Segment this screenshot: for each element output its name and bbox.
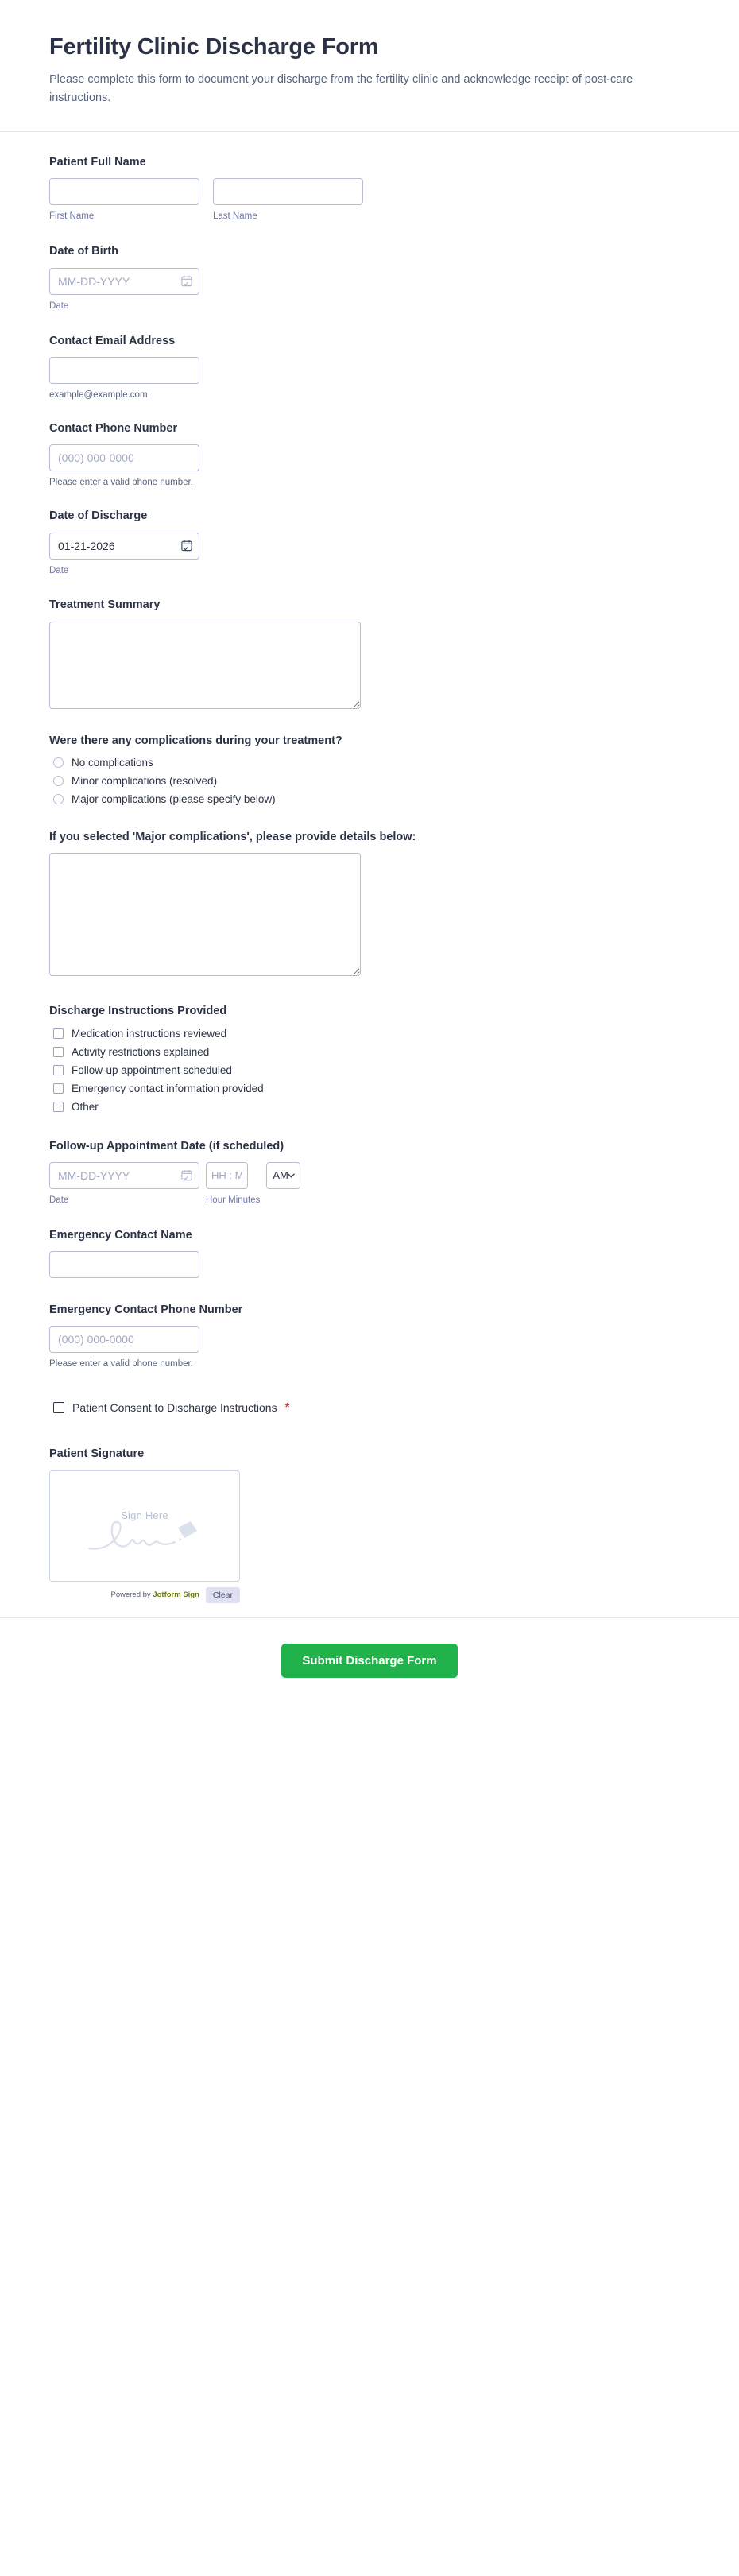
checkbox-icon[interactable]: [53, 1047, 64, 1057]
field-complication-details: [49, 829, 690, 976]
label-emergency-contact-phone: Emergency Contact Phone Number: [49, 1303, 243, 1317]
label-contact-email: Contact Email Address: [49, 334, 176, 347]
label-contact-phone: Contact Phone Number: [49, 421, 178, 435]
dob-date-wrap: [49, 268, 199, 295]
field-followup-appointment: [49, 1138, 690, 1207]
date-of-birth-input[interactable]: [49, 268, 199, 295]
consent-checkbox-row[interactable]: [49, 1400, 690, 1414]
complication-details-textarea[interactable]: [49, 853, 361, 976]
checkbox-icon[interactable]: [53, 1083, 64, 1094]
field-complications: [49, 733, 690, 805]
followup-date-wrap: [49, 1162, 199, 1189]
last-name-input[interactable]: [213, 178, 363, 205]
field-emergency-contact-phone: [49, 1302, 690, 1369]
submit-button[interactable]: Submit Discharge Form: [281, 1644, 457, 1678]
field-patient-consent: [49, 1400, 690, 1414]
field-patient-signature: [49, 1446, 690, 1602]
followup-time-input[interactable]: [206, 1162, 248, 1189]
checkbox-icon[interactable]: [53, 1028, 64, 1039]
checkbox-label: Medication instructions reviewed: [72, 1027, 227, 1040]
checkbox-label: Follow-up appointment scheduled: [72, 1063, 232, 1076]
checkbox-option-activity-restrictions[interactable]: [49, 1046, 690, 1058]
field-emergency-contact-name: [49, 1227, 690, 1278]
first-name-group: [49, 178, 199, 223]
radio-label: No complications: [72, 757, 153, 769]
date-of-discharge-input[interactable]: [49, 533, 199, 560]
signature-scribble-icon: [84, 1517, 205, 1553]
radio-icon[interactable]: [53, 794, 64, 804]
label-patient-full-name: Patient Full Name: [49, 156, 146, 169]
page-title: Fertility Clinic Discharge Form: [49, 34, 379, 60]
followup-date-input[interactable]: [49, 1162, 199, 1189]
emergency-contact-phone-input[interactable]: [49, 1326, 199, 1353]
checkbox-option-medication-instructions[interactable]: [49, 1028, 690, 1040]
followup-date-group: [49, 1162, 199, 1207]
checkbox-option-emergency-contact-info[interactable]: [49, 1083, 690, 1094]
field-treatment-summary: [49, 597, 690, 708]
date-of-birth-sublabel: Date: [49, 300, 69, 311]
form-body: [0, 132, 739, 1603]
field-date-of-discharge: [49, 508, 690, 576]
ampm-value: AM: [273, 1169, 288, 1182]
label-complication-details: If you selected 'Major complications', please provide details below:: [49, 831, 416, 844]
signature-placeholder: [50, 1509, 239, 1553]
date-of-discharge-sublabel: Date: [49, 565, 69, 575]
emergency-phone-hint: Please enter a valid phone number.: [49, 1359, 193, 1369]
emergency-contact-name-input[interactable]: [49, 1251, 199, 1278]
checkbox-icon[interactable]: [53, 1102, 64, 1112]
label-complications: Were there any complications during your treatment?: [49, 734, 342, 747]
first-name-input[interactable]: [49, 178, 199, 205]
label-date-of-discharge: Date of Discharge: [49, 509, 148, 523]
consent-checkbox-icon[interactable]: [53, 1402, 64, 1413]
phone-field[interactable]: [49, 444, 199, 471]
field-discharge-instructions: [49, 1003, 690, 1112]
powered-by-text: [111, 1590, 199, 1599]
powered-prefix: Powered by: [110, 1590, 153, 1600]
ampm-select[interactable]: [266, 1162, 300, 1189]
field-date-of-birth: [49, 243, 690, 312]
chevron-down-icon[interactable]: [288, 1173, 295, 1178]
radio-label: Minor complications (resolved): [72, 775, 218, 788]
jotform-sign-brand: Jotform Sign: [153, 1590, 199, 1600]
radio-icon[interactable]: [53, 757, 64, 768]
email-field[interactable]: [49, 357, 199, 384]
label-discharge-instructions: Discharge Instructions Provided: [49, 1005, 227, 1018]
checkbox-label: Emergency contact information provided: [72, 1082, 264, 1094]
followup-ampm-group: [266, 1162, 300, 1189]
radio-icon[interactable]: [53, 776, 64, 786]
checkbox-label: Other: [72, 1100, 99, 1113]
radio-option-minor-complications[interactable]: [49, 775, 690, 787]
form-footer: [0, 1617, 739, 1713]
email-hint: example@example.com: [49, 389, 148, 400]
checkbox-option-followup-scheduled[interactable]: [49, 1064, 690, 1076]
label-date-of-birth: Date of Birth: [49, 245, 118, 258]
last-name-sublabel: Last Name: [213, 211, 257, 222]
name-row: [49, 178, 690, 223]
sign-here-text: Sign Here: [121, 1509, 168, 1521]
followup-time-group: [206, 1162, 260, 1207]
treatment-summary-textarea[interactable]: [49, 622, 361, 709]
radio-option-no-complications[interactable]: [49, 757, 690, 769]
label-treatment-summary: Treatment Summary: [49, 598, 161, 612]
required-asterisk: *: [284, 1400, 290, 1415]
discharge-date-wrap: [49, 533, 199, 560]
checkbox-icon[interactable]: [53, 1065, 64, 1075]
form-subtitle: Please complete this form to document your discharge from the fertility clinic and acknowledge receipt of post-care instructions.: [49, 72, 633, 104]
followup-row: [49, 1162, 690, 1207]
field-patient-full-name: [49, 154, 690, 223]
consent-label: Patient Consent to Discharge Instructions: [72, 1400, 277, 1414]
label-followup-appointment: Follow-up Appointment Date (if scheduled): [49, 1139, 284, 1152]
form-header: [0, 0, 739, 132]
phone-hint: Please enter a valid phone number.: [49, 478, 193, 488]
last-name-group: [213, 178, 363, 223]
followup-time-sublabel: Hour Minutes: [206, 1195, 261, 1205]
first-name-sublabel: First Name: [49, 211, 95, 222]
label-emergency-contact-name: Emergency Contact Name: [49, 1228, 192, 1242]
signature-pad[interactable]: [49, 1470, 240, 1582]
field-contact-email: [49, 333, 690, 400]
radio-option-major-complications[interactable]: [49, 793, 690, 805]
clear-signature-button[interactable]: Clear: [206, 1587, 240, 1603]
checkbox-label: Activity restrictions explained: [72, 1045, 210, 1058]
field-contact-phone: [49, 420, 690, 487]
radio-label: Major complications (please specify below): [72, 793, 276, 806]
discharge-instructions-checkbox-group: [49, 1028, 690, 1113]
label-patient-signature: Patient Signature: [49, 1447, 145, 1461]
followup-date-sublabel: Date: [49, 1195, 69, 1205]
signature-footer: [49, 1587, 240, 1603]
complications-radio-group: [49, 757, 690, 805]
checkbox-option-other[interactable]: [49, 1101, 690, 1113]
